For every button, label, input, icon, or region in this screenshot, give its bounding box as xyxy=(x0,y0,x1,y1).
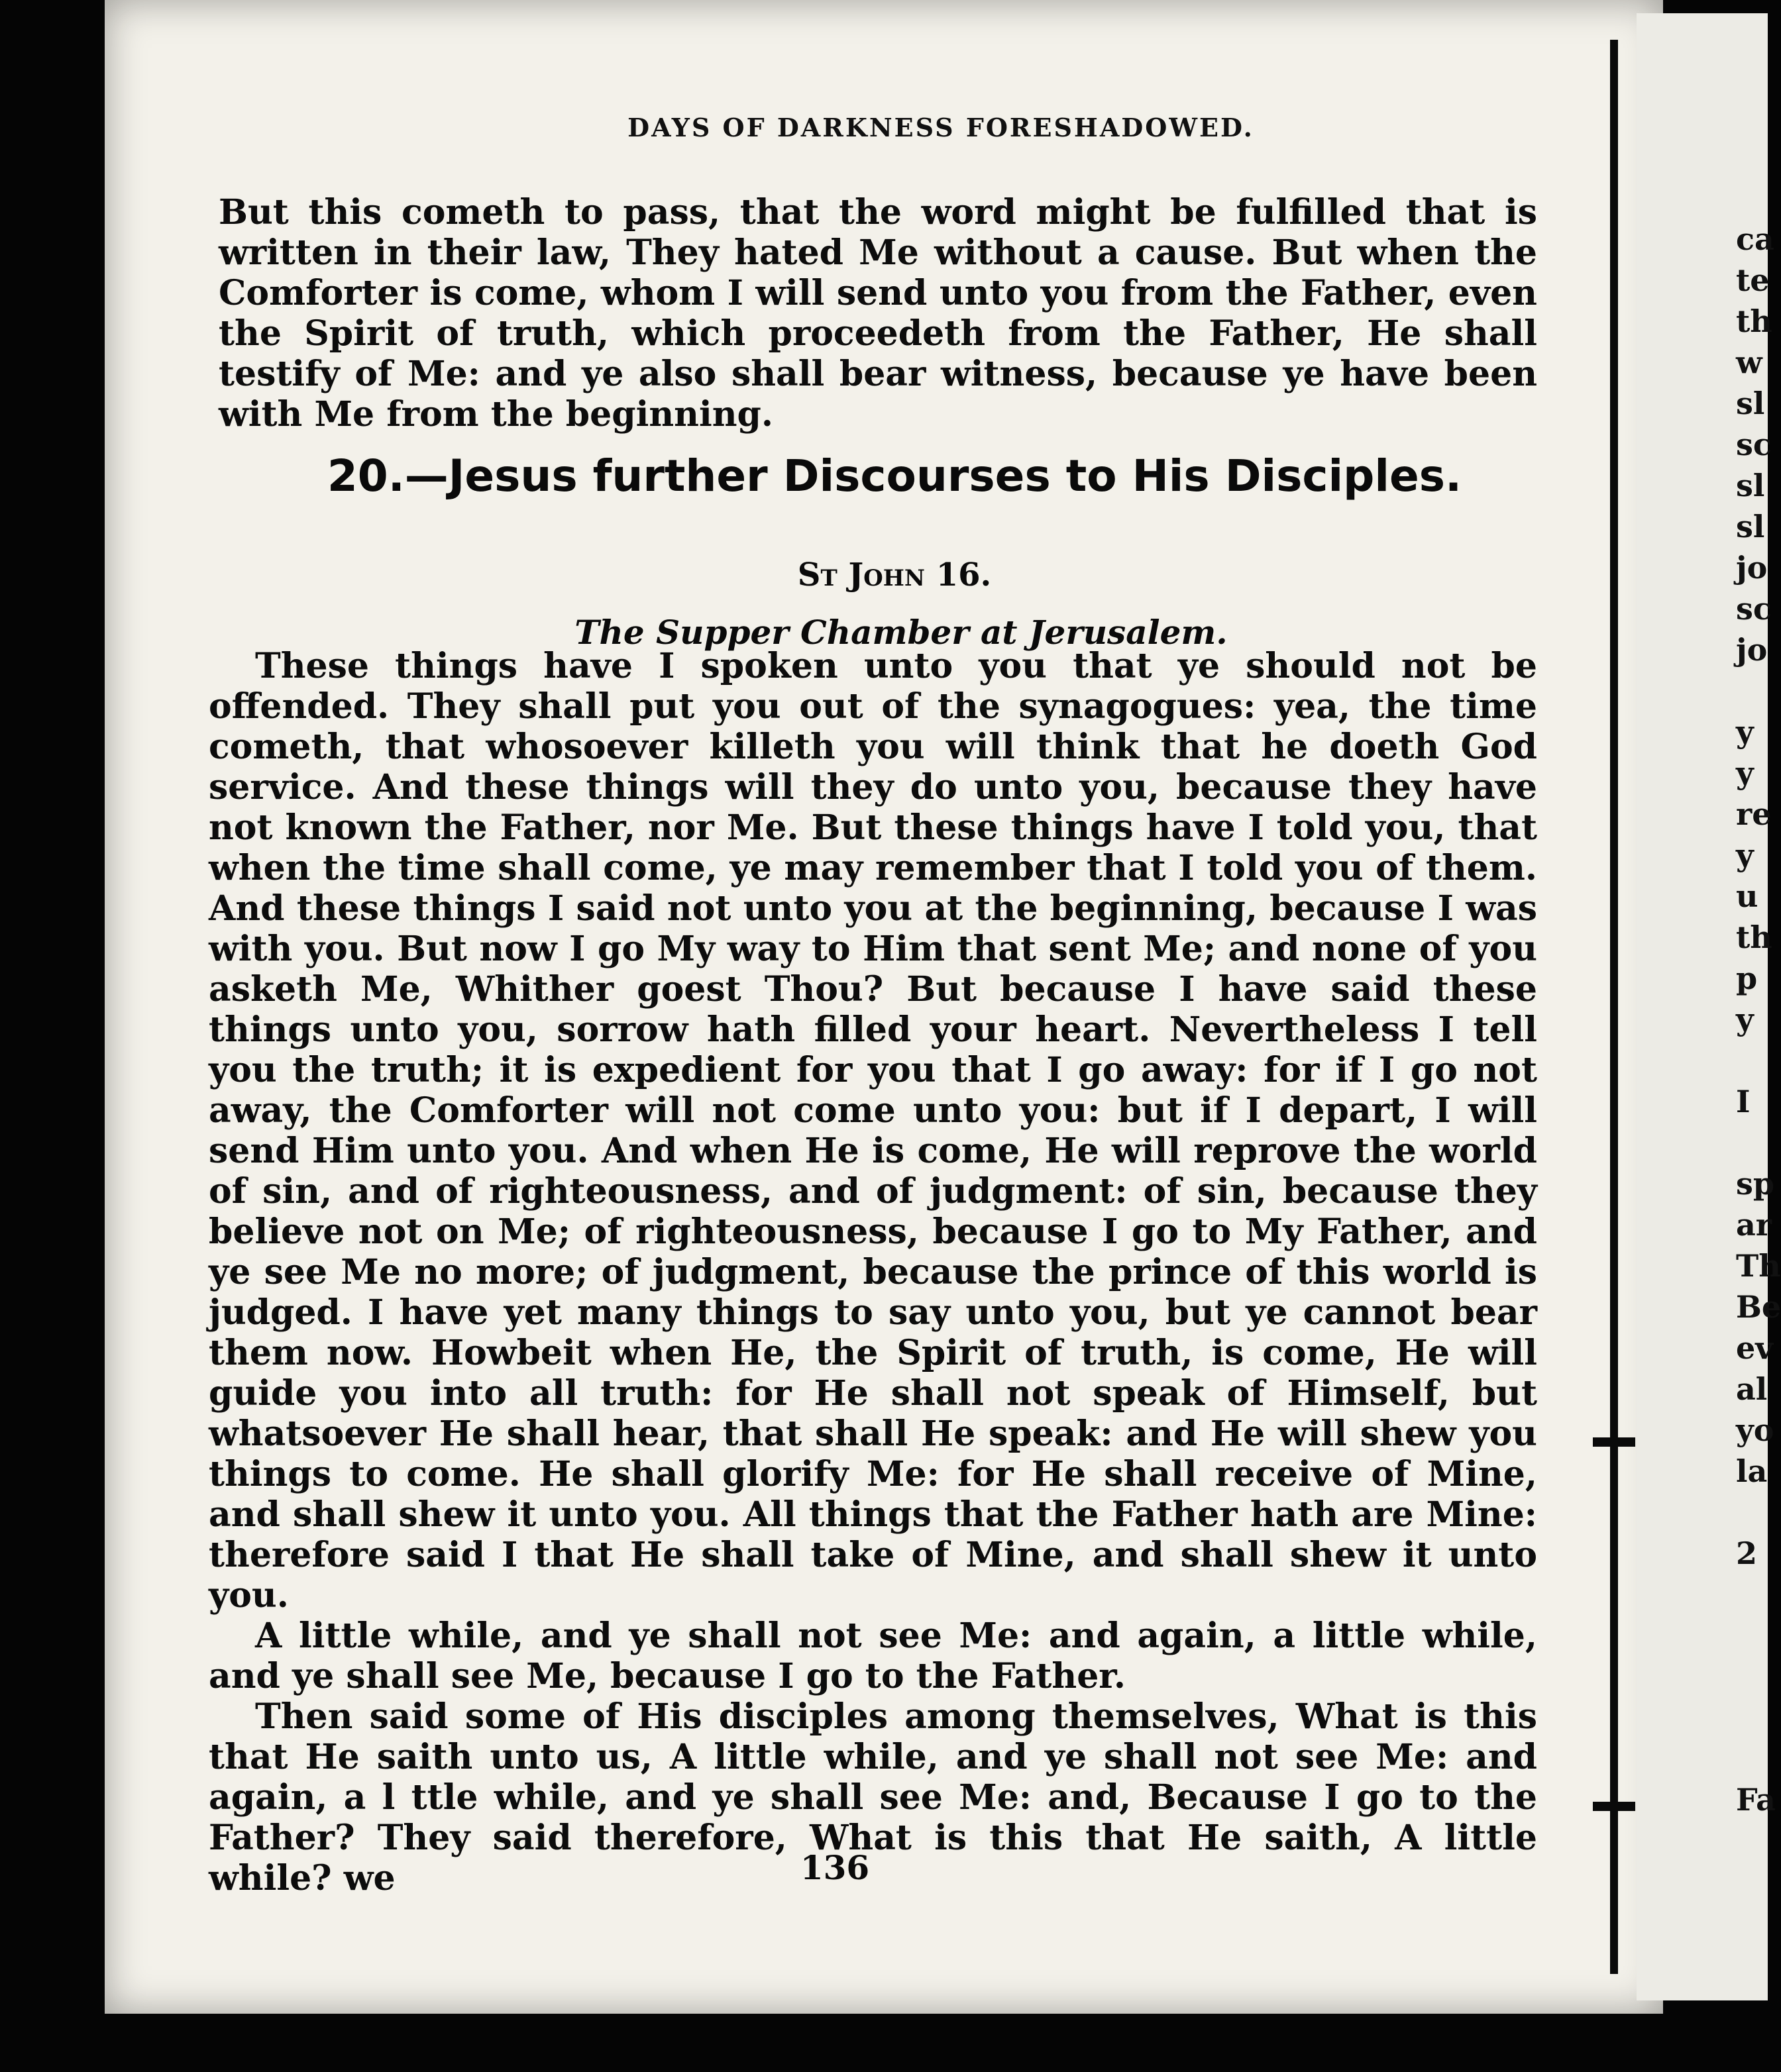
location-heading: The Supper Chamber at Jerusalem. xyxy=(574,613,1228,652)
facing-page-fragment xyxy=(1736,670,1781,711)
facing-page-fragment: sl xyxy=(1736,386,1765,421)
facing-page-fragment: sp xyxy=(1736,1166,1775,1202)
facing-page-fragment: y xyxy=(1736,714,1754,750)
facing-page-fragment: sl xyxy=(1736,509,1765,544)
facing-page-fragment: u xyxy=(1736,878,1758,914)
facing-page-fragment: y xyxy=(1736,837,1754,873)
facing-page-fragment: Th xyxy=(1736,1248,1781,1284)
facing-page-text-edge xyxy=(1736,219,1781,1820)
facing-page-fragment: th xyxy=(1736,919,1772,955)
facing-page-fragment: ar xyxy=(1736,1207,1772,1243)
paragraph: Then said some of His disciples among themselves, What is this that He saith unto us, A little while, and ye shall not see Me: and again, a l ttle while, and ye shall see Me: and, Because I go to the Father? They said therefore, What is this that He saith, A little while? we xyxy=(209,1696,1537,1898)
facing-page-fragment: y xyxy=(1736,755,1754,791)
facing-page-fragment: jo xyxy=(1736,550,1768,586)
facing-page-fragment: re xyxy=(1736,796,1772,832)
gutter-mark xyxy=(1593,1437,1635,1447)
facing-page-fragment: th xyxy=(1736,303,1772,339)
facing-page-fragment: sl xyxy=(1736,468,1765,503)
facing-page-fragment xyxy=(1736,1122,1781,1163)
running-head: DAYS OF DARKNESS FORESHADOWED. xyxy=(627,113,1254,142)
facing-page-fragment: yo xyxy=(1736,1412,1774,1448)
facing-page-fragment xyxy=(1736,1656,1781,1697)
facing-page-fragment: Fa xyxy=(1736,1782,1776,1818)
facing-page-fragment: 2 xyxy=(1736,1535,1758,1571)
gutter-mark xyxy=(1593,1802,1635,1811)
paragraph: A little while, and ye shall not see Me: and again, a little while, and ye shall see Me, because I go to the Father. xyxy=(209,1616,1537,1696)
facing-page-fragment xyxy=(1736,1040,1781,1081)
page-number: 136 xyxy=(800,1848,870,1887)
facing-page-fragment: ca xyxy=(1736,221,1774,257)
facing-page-fragment: y xyxy=(1736,1002,1754,1037)
scripture-reference: St John 16. xyxy=(797,556,992,594)
body-text xyxy=(209,646,1537,1898)
section-title: 20.—Jesus further Discourses to His Disciples. xyxy=(327,450,1462,501)
facing-page-fragment: la xyxy=(1736,1453,1768,1489)
facing-page-fragment xyxy=(1736,1615,1781,1656)
facing-page-fragment: jo xyxy=(1736,632,1768,668)
facing-page-fragment: Be xyxy=(1736,1289,1781,1325)
facing-page-fragment xyxy=(1736,1697,1781,1738)
paragraph: These things have I spoken unto you that ye should not be offended. They shall put you out of the synagogues: yea, the time cometh, that whosoever killeth you will think that he doeth God service. And these things will they do unto you, because they have not known the Father, nor Me. But these things have I told you, that when the time shall come, ye may remember that I told you of them. And these things I said not unto you at the beginning, because I was with you. But now I go My way to Him that sent Me; and none of you asketh Me, Whither goest Thou? But because I have said these things unto you, sorrow hath filled your heart. Nevertheless I tell you the truth; it is expedient for you that I go away: for if I go not away, the Comforter will not come unto you: but if I depart, I will send Him unto you. And when He is come, He will reprove the world of sin, and of righteousness, and of judgment: of sin, because they believe not on Me; of righteousness, because I go to My Father, and ye see Me no more; of judgment, because the prince of this world is judged. I have yet many things to say unto you, but ye cannot bear them now. Howbeit when He, the Spirit of truth, is come, He will guide you into all truth: for He shall not speak of Himself, but whatsoever He shall hear, that shall He speak: and He will shew you things to come. He shall glorify Me: for He shall receive of Mine, and shall shew it unto you. All things that the Father hath are Mine: therefore said I that He shall take of Mine, and shall shew it unto you. xyxy=(209,646,1537,1616)
facing-page-fragment: ev xyxy=(1736,1330,1773,1366)
facing-page-fragment: I xyxy=(1736,1084,1751,1119)
book-gutter xyxy=(1610,40,1618,1974)
facing-page-fragment xyxy=(1736,1738,1781,1779)
facing-page-fragment: al xyxy=(1736,1371,1768,1407)
facing-page-fragment: te xyxy=(1736,262,1770,298)
facing-page-fragment: p xyxy=(1736,960,1758,996)
facing-page-fragment xyxy=(1736,1492,1781,1533)
facing-page-fragment: w xyxy=(1736,344,1762,380)
top-paragraph xyxy=(219,192,1537,435)
paragraph: But this cometh to pass, that the word might be fulfilled that is written in their law, They hated Me without a cause. But when the Comforter is come, whom I will send unto you from the Father, even the Spirit of truth, which proceedeth from the Father, He shall testify of Me: and ye also shall bear witness, because ye have been with Me from the beginning. xyxy=(219,192,1537,435)
facing-page-fragment: sc xyxy=(1736,427,1772,462)
facing-page-fragment: sc xyxy=(1736,591,1772,627)
facing-page-fragment xyxy=(1736,1574,1781,1615)
